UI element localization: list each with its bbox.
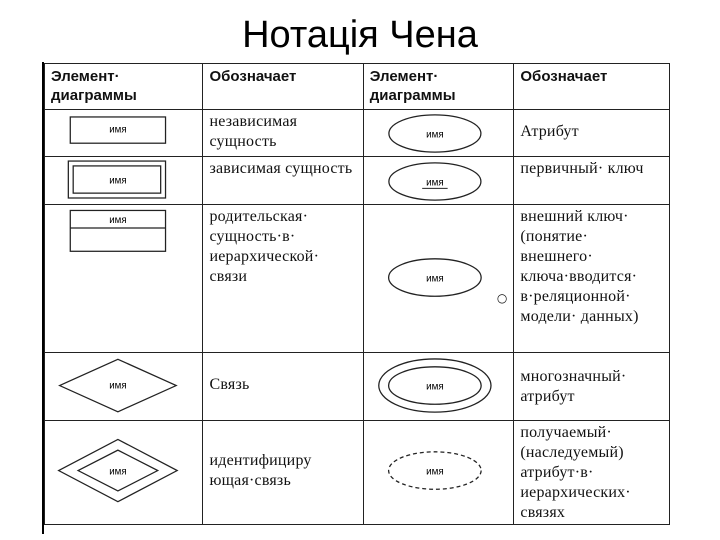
meaning-cell [203, 110, 363, 157]
shape-label: имя [425, 381, 444, 393]
header-meaning-right: Обозначает [514, 64, 670, 110]
table-row [45, 205, 670, 353]
shape-cell [363, 110, 514, 157]
meaning-cell [514, 421, 670, 525]
meaning-cell [514, 157, 670, 205]
meaning-cell [514, 110, 670, 157]
shape-cell [363, 421, 514, 525]
shape-cell [45, 353, 203, 421]
shape-cell [45, 205, 203, 353]
shape-label: имя [109, 175, 127, 187]
shape-label: имя [425, 466, 444, 478]
header-meaning-left: Обозначает [203, 64, 363, 110]
shape-cell [45, 157, 203, 205]
meaning-text: родительская· сущность·в· иерархической· связи [209, 208, 320, 285]
shape-cell [363, 205, 514, 353]
table-row [45, 421, 670, 525]
header-element-right: Элемент· диаграммы [363, 64, 514, 110]
shape-cell [363, 157, 514, 205]
meaning-text: первичный· ключ [520, 160, 644, 177]
meaning-text: идентифициру ющая·связь [209, 452, 312, 489]
shape-cell [45, 421, 203, 525]
meaning-cell [203, 421, 363, 525]
meaning-text: зависимая сущность [209, 160, 353, 177]
shape-label: имя [109, 124, 127, 136]
bullet-marker: ○ [496, 291, 508, 305]
shape-label: имя [425, 273, 444, 285]
meaning-cell [514, 353, 670, 421]
meaning-cell [203, 205, 363, 353]
shape-cell [363, 353, 514, 421]
shape-label: имя [109, 380, 127, 392]
shape-label: имя [109, 466, 127, 478]
meaning-cell [203, 157, 363, 205]
meaning-text: получаемый· (наследуемый) атрибут·в· иерархических· связях [520, 424, 631, 521]
header-element-left: Элемент· диаграммы [45, 64, 203, 110]
shape-label: имя [425, 129, 444, 141]
header-row [45, 64, 670, 110]
meaning-cell [203, 353, 363, 421]
table-row [45, 110, 670, 157]
chen-notation-table [44, 63, 670, 525]
meaning-text: Связь [209, 376, 250, 393]
meaning-text: независимая сущность [209, 113, 298, 150]
shape-cell [45, 110, 203, 157]
meaning-cell [514, 205, 670, 353]
table-row [45, 157, 670, 205]
shape-label: имя [109, 215, 127, 227]
shape-label: имя [425, 177, 444, 189]
meaning-text: многозначный· атрибут [520, 368, 627, 405]
slide-title: Нотація Чена [242, 14, 478, 56]
table-row [45, 353, 670, 421]
meaning-text: внешний ключ· (понятие· внешнего· ключа·вводится· в·реляционной· модели· данных) [520, 208, 639, 325]
meaning-text: Атрибут [520, 123, 579, 140]
